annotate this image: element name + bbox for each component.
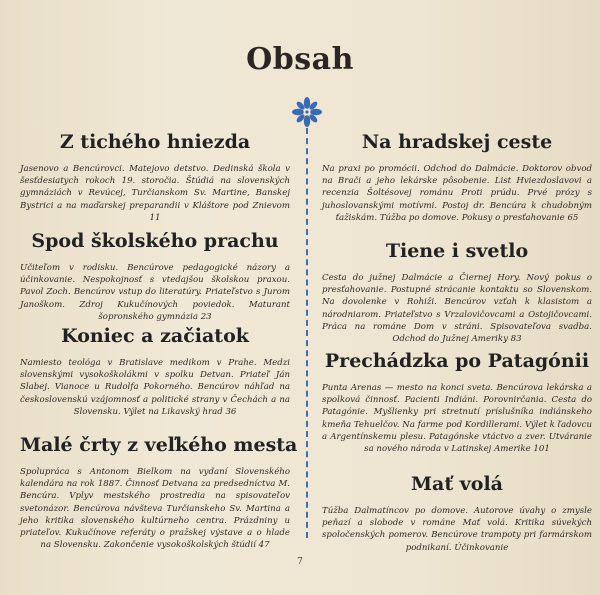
chapter-title: Tiene i svetlo — [385, 240, 529, 262]
chapter-summary: Učiteľom v rodisku. Bencúrove pedagogické názory a účinkovanie. Nespokojnosť s vtedajšou školskou praxou. Pavol Zoch. Bencúrov vstup do literatúry. Priateľstvo s Jurom Janoškom. Zdroj Kukučínových poviedok. Maturant šopronského gymnázia 23 — [20, 263, 290, 322]
chapter-title: Malé črty z veľkého mesta — [20, 434, 298, 456]
chapter-title: Koniec a začiatok — [61, 325, 249, 347]
chapter-summary: Spolupráca s Antonom Bielkom na vydaní Slovenského kalendára na rok 1887. Činnosť Detvana za predsedníctva M. Bencúra. Vplyv mestského prostredia na spisovateľov svetonázor. Bencúrova návšteva Turčianskeho Sv. Martina a jeho kritika slovenského kultúrneho centra. Prázdniny u priateľov. Kukučínove referáty o pražskej výstave a o hlade na Slovensku. Zakončenie vysokoškolských štúdií 47 — [20, 467, 290, 551]
toc-entry — [322, 131, 592, 224]
chapter-summary: Cesta do južnej Dalmácie a Čiernej Hory. Nový pokus o presťahovanie. Postupné strácanie kontaktu so Slovenskom. Na dovolenke v Rohiži. Bencúrov vzťah k klasistom a národniarom. Priateľstvo s Vrzalovičovcami a Ostojičovcami. Práca na románe Dom v stráni. Spisovateľova svadba. Odchod do Južnej Ameriky 83 — [322, 273, 592, 345]
toc-entry — [20, 325, 290, 418]
chapter-summary: Punta Arenas — mesto na konci sveta. Bencúrova lekárska a spolková činnosť. Pacienti Indiáni. Porovnirčania. Cesta do Patagónie. Myšlienky pri stretnutí príslušníka indiánskeho kmeňa Tehuelčov. Na farme pod Kordillerami. Výlet k ľadovcu a Argentínskemu plesu. Patagónske vtáctvo a zver. Utváranie sa nového národa v Latinskej Amerike 101 — [322, 383, 592, 455]
chapter-summary: Túžba Dalmatíncov po domove. Autorove úvahy o zmysle peňazí a slobode v románe Mať volá. Kritika súvekých spoločenských pomerov. Bencúrove trampoty pri farmárskom podnikaní. Účinkovanie — [322, 506, 592, 553]
toc-entry — [322, 240, 592, 345]
chapter-title: Na hradskej ceste — [361, 131, 553, 153]
chapter-title: Prechádzka po Patagónii — [324, 350, 590, 372]
toc-entry — [322, 473, 592, 554]
chapter-summary: Namiesto teológa v Bratislave medikom v Prahe. Medzi slovenskými vysokoškolákmi v spolku Detvan. Priateľ Ján Slabej. Vianoce u Rudolfa Pokorného. Bencúrov náhľad na československú vzájomnosť a politické strany v Čechách a na Slovensku. Výlet na Likavský hrad 36 — [20, 358, 290, 417]
column-divider — [306, 128, 308, 538]
chapter-summary: Jasenovo a Bencúrovci. Matejovo detstvo. Dedinská škola v šesťdesiatych rokoch 19. storočia. Štúdiá na slovenských gymnáziách v Revúcej, Turčianskom Sv. Martine, Banskej Bystrici a na maďarskej preparandii v Kláštore pod Znievom 11 — [20, 164, 290, 223]
chapter-title: Mať volá — [411, 473, 503, 495]
toc-entry — [322, 350, 592, 455]
flower-ornament-icon — [292, 97, 322, 127]
page-number: 7 — [297, 557, 303, 567]
toc-entry — [20, 434, 298, 551]
chapter-summary: Na praxi po promócii. Odchod do Dalmácie. Doktorov obvod na Brači a jeho lekárske pôsobenie. List Hviezdoslavovi a recenzia Šoltésovej románu Proti prúdu. Prvé prózy s juhoslovanskými motívmi. Postoj dr. Bencúra k chudobným ťažiskám. Túžba po domove. Pokusy o presťahovanie 65 — [322, 164, 592, 223]
chapter-title: Spod školského prachu — [31, 230, 279, 252]
toc-entry — [20, 131, 290, 224]
toc-entry — [20, 230, 290, 323]
page-title: Obsah — [246, 42, 354, 78]
chapter-title: Z tichého hniezda — [59, 131, 251, 153]
